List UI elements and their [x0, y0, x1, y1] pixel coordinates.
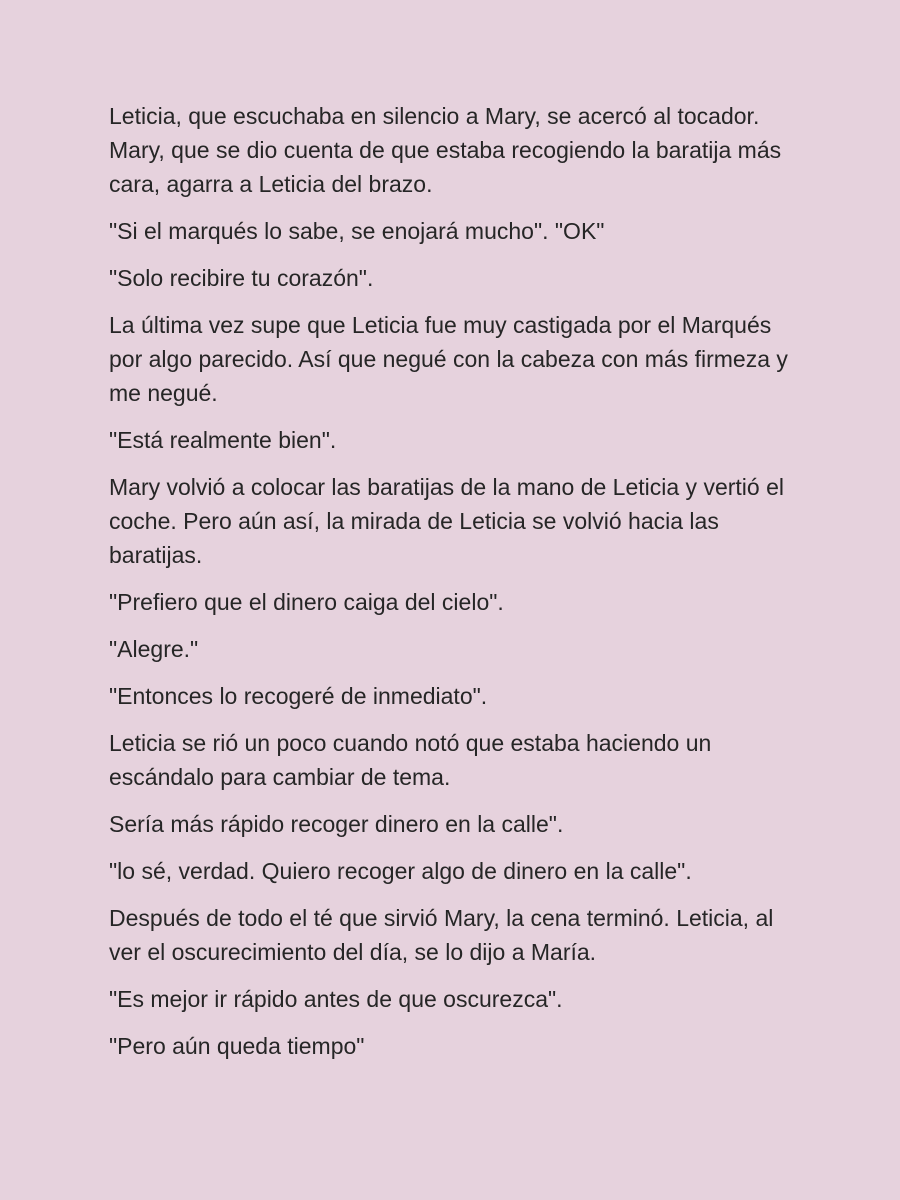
- paragraph: "lo sé, verdad. Quiero recoger algo de dinero en la calle".: [109, 858, 692, 884]
- paragraph: Leticia, que escuchaba en silencio a Mary, se acercó al tocador. Mary, que se dio cuenta de que estaba recogiendo la baratija más cara, agarra a Leticia del brazo.: [109, 103, 782, 197]
- paragraph: "Entonces lo recogeré de inmediato".: [109, 683, 488, 709]
- paragraph: "Prefiero que el dinero caiga del cielo".: [109, 589, 504, 615]
- paragraph: Sería más rápido recoger dinero en la calle".: [109, 811, 564, 837]
- paragraph: Mary volvió a colocar las baratijas de la mano de Leticia y vertió el coche. Pero aún así, la mirada de Leticia se volvió hacia las baratijas.: [109, 474, 784, 568]
- paragraph: "Alegre.": [109, 636, 199, 662]
- paragraph: "Solo recibire tu corazón".: [109, 265, 374, 291]
- paragraph: "Es mejor ir rápido antes de que oscurezca".: [109, 986, 563, 1012]
- paragraph: "Está realmente bien".: [109, 427, 337, 453]
- paragraph: Después de todo el té que sirvió Mary, la cena terminó. Leticia, al ver el oscurecimiento del día, se lo dijo a María.: [109, 905, 774, 965]
- paragraph: "Si el marqués lo sabe, se enojará mucho". "OK": [109, 218, 605, 244]
- paragraph: La última vez supe que Leticia fue muy castigada por el Marqués por algo parecido. Así que negué con la cabeza con más firmeza y me negué.: [109, 312, 788, 406]
- paragraph: "Pero aún queda tiempo": [109, 1033, 365, 1059]
- story-text: [109, 99, 809, 1076]
- paragraph: Leticia se rió un poco cuando notó que estaba haciendo un escándalo para cambiar de tema.: [109, 730, 712, 790]
